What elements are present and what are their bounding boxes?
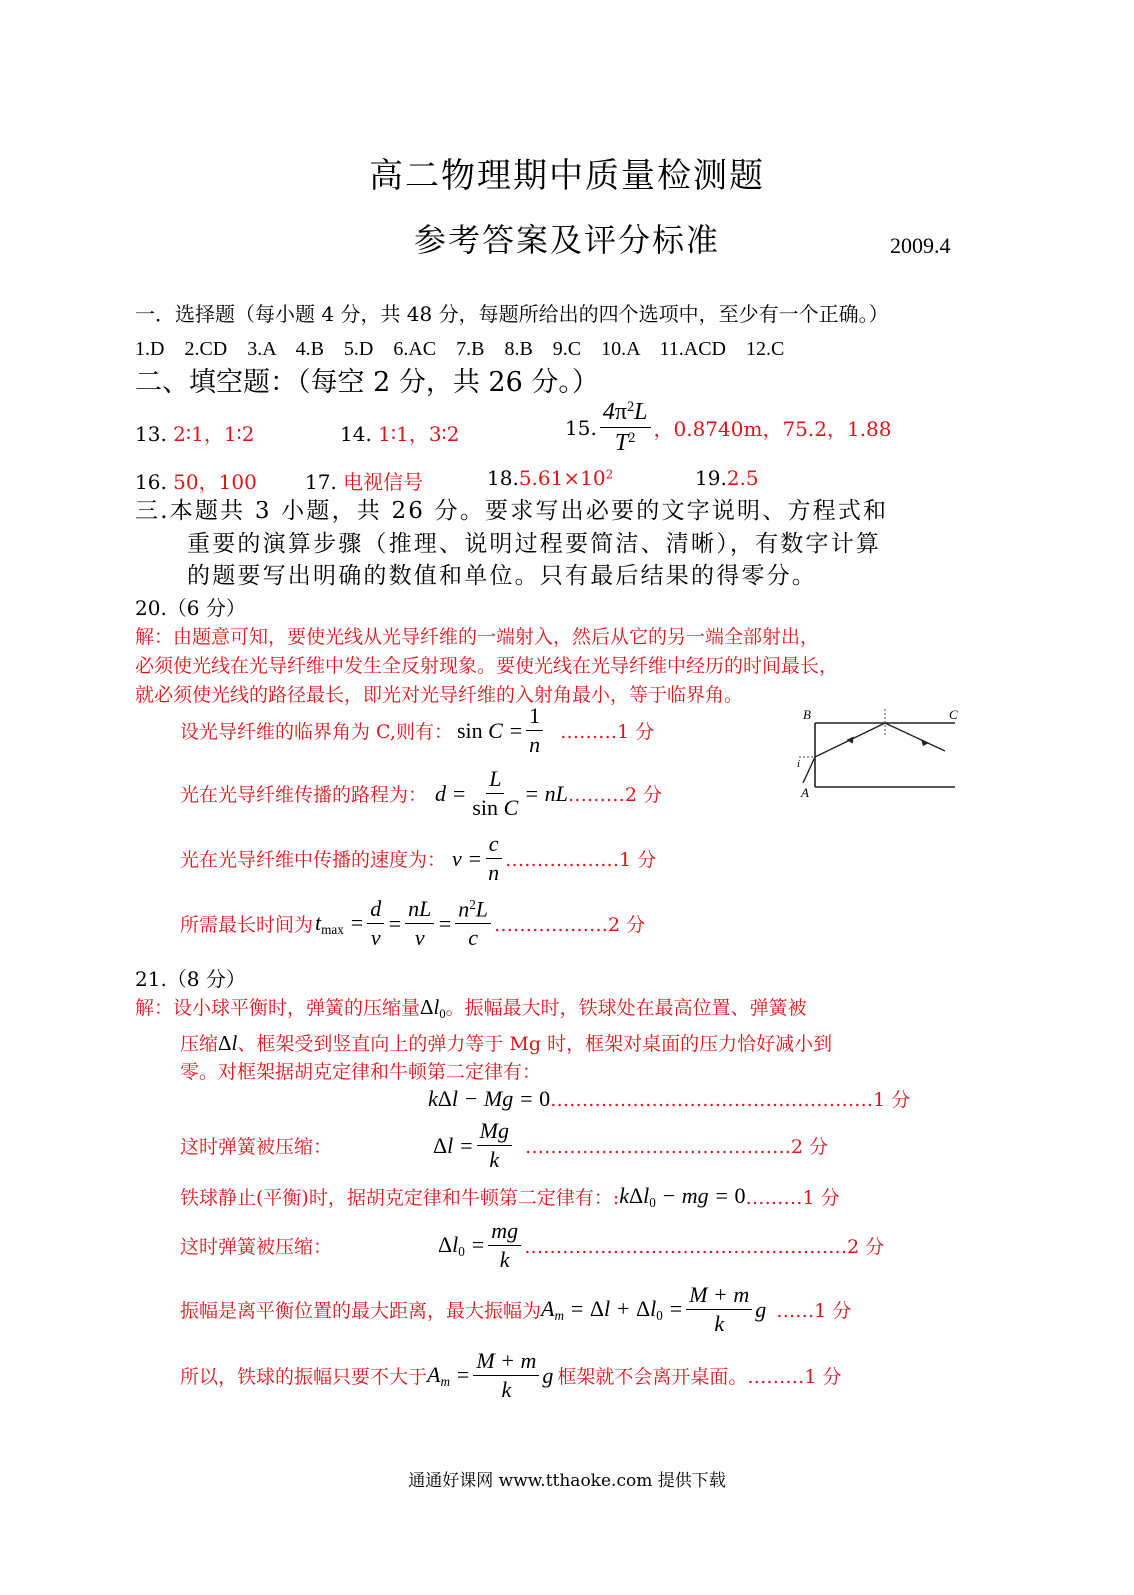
- q20-para-2: 必须使光线在光导纤维中发生全反射现象。要使光线在光导纤维中经历的时间最长，: [135, 655, 839, 677]
- q14-answer: [340, 418, 459, 447]
- page-title: 高二物理期中质量检测题: [369, 156, 765, 196]
- label-b: B: [803, 707, 811, 722]
- section1-heading: 一．选择题（每小题 4 分，共 48 分，每题所给出的四个选项中，至少有一个正确。）: [135, 302, 889, 326]
- section2-heading: 二、填空题：（每空 2 分，共 26 分。）: [135, 367, 599, 398]
- q14-value: 1∶1，3∶2: [378, 422, 460, 446]
- incident-ray: [803, 757, 815, 783]
- q20-step-2: 光在光导纤维传播的路程为： d = $\frac{L}{\text{sin C}}$ = nL ………2 分: [180, 766, 662, 820]
- q20-para-3: 就必须使光线的路径最长，即光对光导纤维的入射角最小，等于临界角。: [135, 684, 744, 706]
- q14-label: 14.: [340, 422, 372, 446]
- section3-line2: 重要的演算步骤（推理、说明过程要简洁、清晰），有数字计算: [187, 531, 882, 557]
- q19-answer: [695, 466, 759, 490]
- q19-label: 19.: [695, 466, 727, 490]
- q20-step-4: 所需最长时间为 $t_{max}$ = $\frac{d}{v}$ = $\frac{nL}{v}$ = $\frac{n^2L}{c}$ ………………2 分: [180, 896, 646, 951]
- q17-label: 17.: [305, 470, 337, 494]
- q17-value: 电视信号: [343, 470, 424, 494]
- q21-eq-4: 这时弹簧被压缩： $\Delta l_0$ = $\frac{mg}{k}$ ……………………………………………2 分: [180, 1218, 885, 1272]
- q21-eq-6: 所以，铁球的振幅只要不大于 $A_m$ = $\frac{M + m}{k}$ g 框架就不会离开桌面。………1 分: [180, 1348, 842, 1402]
- q21-para-2: 压缩Δl、框架受到竖直向上的弹力等于 Mg 时，框架对桌面的压力恰好减小到: [180, 1031, 833, 1055]
- q20-step-1: 设光导纤维的临界角为 C,则有： sin C = $\frac{1}{n}$ ………1 分: [180, 703, 655, 757]
- q21-header: 21.（8 分）: [135, 967, 246, 991]
- q15-label: 15.: [565, 415, 597, 440]
- reflected-ray: [885, 723, 945, 751]
- q13-answer: [135, 418, 254, 447]
- q15-value: ，0.8740m，75.2，1.88: [653, 417, 892, 441]
- section3-line1: 三.本题共 3 小题，共 26 分。要求写出必要的文字说明、方程式和: [135, 498, 889, 524]
- label-i: i: [797, 758, 801, 770]
- label-c: C: [949, 707, 958, 722]
- q18-exponent: 2: [605, 467, 614, 482]
- q20-header: 20.（6 分）: [135, 596, 246, 620]
- arrow-head-2: [921, 739, 929, 746]
- document-date: 2009.4: [890, 233, 951, 258]
- section1-answers: 1.D 2.CD 3.A 4.B 5.D 6.AC 7.B 8.B 9.C 10.A 11.ACD 12.C: [135, 338, 785, 360]
- label-a: A: [801, 785, 809, 800]
- q16-answer: [135, 466, 257, 495]
- q13-label: 13.: [135, 422, 167, 446]
- q18-label: 18.: [487, 466, 519, 490]
- q21-eq-5: 振幅是离平衡位置的最大距离，最大振幅为 $A_m = \Delta l + \Delta l_0$ = $\frac{M + m}{k}$ g ……1 分: [180, 1282, 852, 1336]
- optical-fiber-diagram: [795, 705, 965, 800]
- page-subtitle: 参考答案及评分标准: [413, 221, 720, 259]
- q15-formula: $\frac{4\pi^2L}{T^2}$: [600, 400, 651, 455]
- page-footer: 通通好课网 www.tthaoke.com 提供下载: [408, 1471, 726, 1491]
- q16-value: 50，100: [173, 470, 257, 494]
- q15-answer: [565, 400, 892, 455]
- section3-line3: 的题要写出明确的数值和单位。只有最后结果的得零分。: [187, 563, 817, 589]
- q17-answer: [305, 466, 423, 495]
- q21-para-3: 零。对框架据胡克定律和牛顿第二定律有：: [180, 1061, 542, 1083]
- q18-value: 5.61×10: [518, 466, 606, 490]
- q18-answer: [487, 466, 613, 490]
- q20-para-1: 解：由题意可知，要使光线从光导纤维的一端射入，然后从它的另一端全部射出，: [135, 626, 820, 648]
- q13-value: 2∶1，1∶2: [173, 422, 255, 446]
- q21-para-1: 解：设小球平衡时，弹簧的压缩量$\Delta l_0$。振幅最大时，铁球处在最高位置、弹簧被: [135, 995, 807, 1021]
- q21-eq-3: 铁球静止(平衡)时，据胡克定律和牛顿第二定律有：: kΔl$_0$ − mg = 0 ………1 分: [180, 1183, 840, 1210]
- q19-value: 2.5: [726, 466, 759, 490]
- q21-eq-2: 这时弹簧被压缩： Δl = $\frac{Mg}{k}$ ……………………………………2 分: [180, 1118, 829, 1172]
- q21-eq-1: kΔl − Mg = 0 ……………………………………………1 分: [428, 1085, 911, 1111]
- q16-label: 16.: [135, 470, 167, 494]
- q20-step-3: 光在光导纤维中传播的速度为： v = $\frac{c}{n}$ ………………1 分: [180, 831, 657, 885]
